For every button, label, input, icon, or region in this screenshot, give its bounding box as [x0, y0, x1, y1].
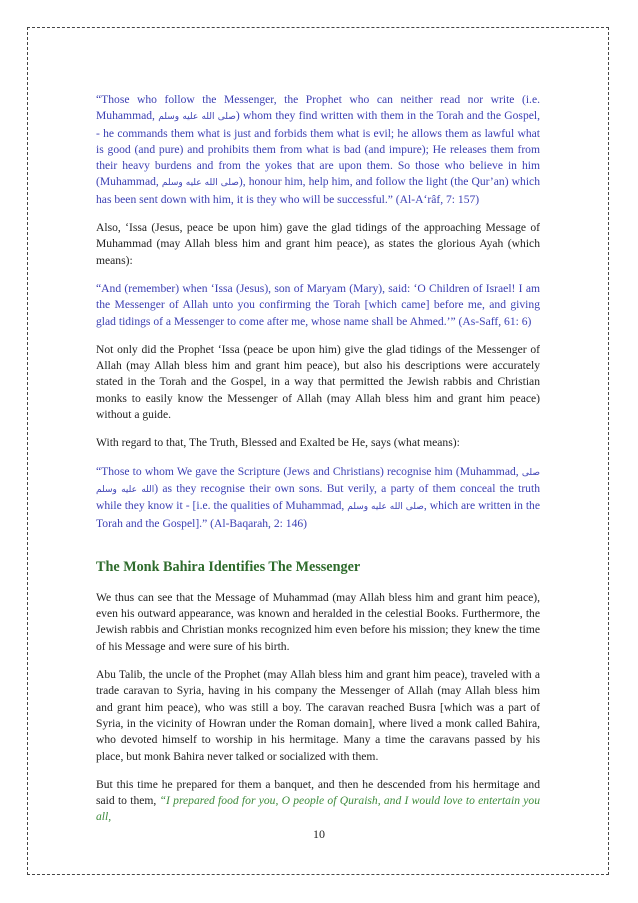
document-body — [96, 92, 540, 838]
body-paragraph: With regard to that, The Truth, Blessed and Exalted be He, says (what means): — [96, 436, 460, 450]
quran-quote-al-baqarah — [96, 464, 540, 532]
page-number: 10 — [313, 827, 325, 841]
quran-quote-as-saff: “And (remember) when ‘Issa (Jesus), son of Maryam (Mary), said: ‘O Children of Israel! I am the Messenger of Allah unto you confirming the Torah [which came] before me, and giving glad tidings of a Messenger to come after me, whose name shall be Ahmed.’” (As-Saff, 61: 6) — [96, 281, 540, 328]
body-paragraph: Also, ‘Issa (Jesus, peace be upon him) gave the glad tidings of the approaching Message of Muhammad (may Allah bless him and grant him peace), as states the glorious Ayah (which means): — [96, 221, 540, 267]
body-paragraph: Abu Talib, the uncle of the Prophet (may Allah bless him and grant him peace), traveled with a trade caravan to Syria, having in his company the Messenger of Allah (may Allah bless him and grant him peace), who was still a boy. The caravan reached Busra [which was a part of Syria, in the vicinity of Howran under the Roman domain], where lived a monk called Bahira, who devoted himself to worship in his hermitage. Many a time the caravans passed by his place, but monk Bahira never talked or socialized with them. — [96, 668, 540, 763]
quote-text: “Those to whom We gave the Scripture (Jews and Christians) recognise him (Muhammad, — [96, 464, 522, 478]
arabic-salutation: صلى الله عليه وسلم — [347, 502, 424, 513]
body-paragraph: We thus can see that the Message of Muhammad (may Allah bless him and grant him peace), even his outward appearance, was known and heralded in the celestial Books. Furthermore, the Jewish rabbis and Christian monks recognized him even before his mission; they knew the time of his Message and were sure of his birth. — [96, 590, 540, 653]
paragraph-text: But this time he prepared for them a banquet, and then he descended from his hermitage and said to them, — [96, 777, 540, 808]
body-paragraph — [96, 777, 540, 826]
quran-quote-al-araf — [96, 92, 540, 208]
quote-text: ), honour him, help him, and follow the light (the Qur’an) which has been sent down with him, it is they who will be successful.” (Al-A‘râf, 7: 157) — [96, 175, 540, 206]
quoted-speech: “I prepared food for you, O people of Quraish, and I would love to entertain you all, — [96, 794, 540, 824]
arabic-salutation: صلى الله عليه وسلم — [158, 112, 236, 123]
quote-text: “Those who follow the Messenger, the Prophet who can neither read nor write (i.e. Muhammad, — [96, 93, 540, 123]
quote-text: ) as they recognise their own sons. But verily, a party of them conceal the truth while they know it - [i.e. the qualities of Muhammad, — [96, 481, 540, 513]
section-heading: The Monk Bahira Identifies The Messenger — [96, 558, 361, 575]
quote-text: ) whom they find written with them in the Torah and the Gospel, - he commands them what is just and forbids them what is evil; he allows them as lawful what is good (and pure) and prohibits them from what is bad (and impure); He releases them from their heavy burdens and from the yokes that are upon them. So those who believe in him (Muhammad, — [96, 109, 541, 189]
quote-text: , which are written in the Torah and the Gospel].” (Al-Baqarah, 2: 146) — [96, 499, 541, 530]
body-paragraph: Not only did the Prophet ‘Issa (peace be upon him) give the glad tidings of the Messenger of Allah (may Allah bless him and grant him peace), but also his descriptions were accurately stated in the Torah and the Gospel, in a way that permitted the Jewish rabbis and Christian monks to easily know the Messenger of Allah (may Allah bless him and grant him peace) without a guide. — [96, 342, 540, 422]
arabic-salutation: صلى الله عليه وسلم — [161, 178, 239, 189]
arabic-salutation: صلى الله عليه وسلم — [96, 467, 540, 495]
